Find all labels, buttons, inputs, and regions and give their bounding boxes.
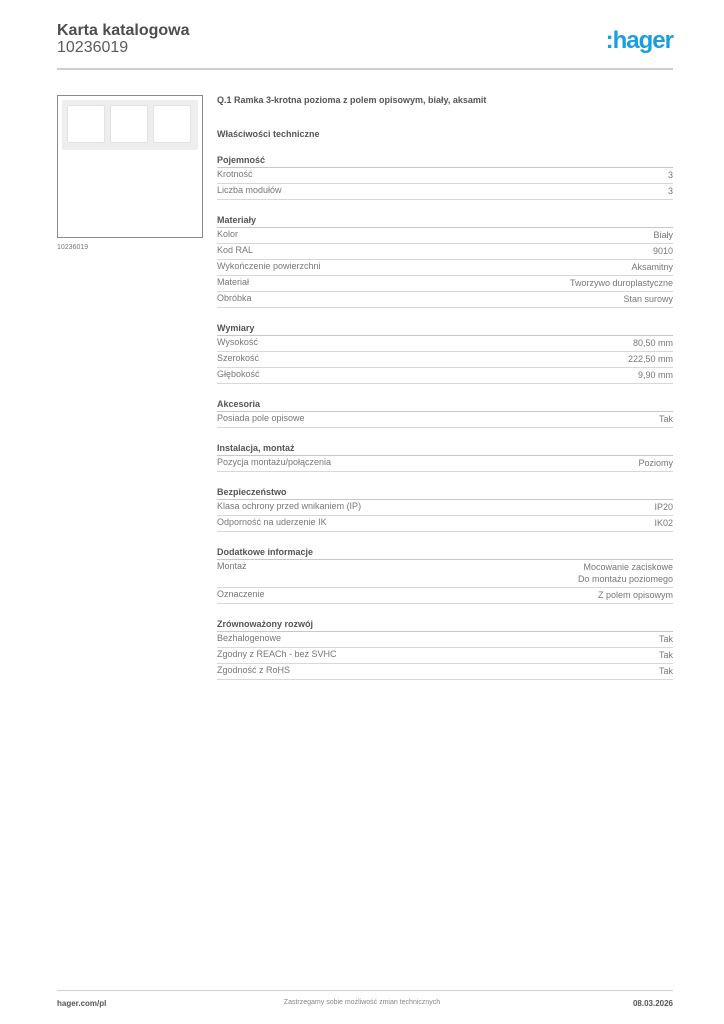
footer-website[interactable]: hager.com/pl [57,999,107,1008]
spec-value-line: IP20 [654,502,673,512]
footer-disclaimer: Zastrzegamy sobie możliwość zmian technicznych [283,999,441,1006]
page-header [57,20,673,70]
spec-value [668,185,673,197]
frame-illustration [62,100,198,150]
spec-row [217,276,673,292]
spec-row [217,632,673,648]
spec-row [217,456,673,472]
spec-value-line: Tak [658,414,673,424]
spec-label: Szerokość [217,353,260,363]
spec-value [659,665,673,677]
spec-value [633,337,673,349]
product-title: Q.1 Ramka 3-krotna pozioma z polem opisowym, biały, aksamit [217,95,487,105]
image-caption: 10236019 [57,244,89,251]
spec-label: Zgodność z RoHS [217,665,291,675]
spec-row [217,352,673,368]
spec-value-line: Tworzywo duroplastyczne [569,278,673,288]
spec-group-title: Pojemność [217,154,673,168]
header-divider [57,68,673,70]
spec-value-line: 222,50 mm [627,354,673,364]
spec-group [217,154,673,200]
spec-row [217,560,673,588]
spec-row [217,664,673,680]
spec-value [659,649,673,661]
spec-group-title: Akcesoria [217,398,673,412]
spec-label: Klasa ochrony przed wnikaniem (IP) [217,501,362,511]
spec-row [217,412,673,428]
spec-group [217,322,673,384]
spec-label: Zgodny z REACh - bez SVHC [217,649,337,659]
spec-row [217,336,673,352]
spec-value-line: 3 [667,186,673,196]
spec-row [217,588,673,604]
spec-content [217,94,673,680]
spec-value-line: Mocowanie zaciskowe [583,562,673,572]
spec-row [217,244,673,260]
spec-value-line: Aksamitny [631,262,673,272]
spec-value [653,229,673,241]
spec-value [623,293,673,305]
spec-value-line: Tak [658,634,673,644]
spec-group-title: Bezpieczeństwo [217,486,673,500]
spec-group-title: Instalacja, montaż [217,442,673,456]
spec-label: Bezhalogenowe [217,633,282,643]
spec-value-line: 9010 [652,246,673,256]
footer-date: 08.03.2026 [632,999,673,1008]
spec-label: Wykończenie powierzchni [217,261,321,271]
spec-row [217,228,673,244]
spec-label: Obróbka [217,293,252,303]
spec-value-line: Z polem opisowym [597,590,673,600]
spec-group [217,546,673,604]
spec-value [578,561,673,585]
spec-label: Odporność na uderzenie IK [217,517,327,527]
hager-logo: :hager [605,27,673,54]
spec-value [638,457,673,469]
spec-label: Głębokość [217,369,260,379]
spec-group-title: Zrównoważony rozwój [217,618,673,632]
spec-groups [217,154,673,680]
spec-label: Oznaczenie [217,589,265,599]
spec-label: Kolor [217,229,239,239]
spec-label: Krotność [217,169,253,179]
frame-slot [110,105,148,143]
spec-value-line: 3 [667,170,673,180]
spec-label: Materiał [217,277,250,287]
spec-value [628,353,673,365]
footer-divider [57,990,673,991]
spec-value [668,169,673,181]
spec-value-line: IK02 [654,518,673,528]
spec-value [654,517,673,529]
spec-group [217,442,673,472]
spec-label: Montaż [217,561,247,571]
spec-value-line: 80,50 mm [632,338,673,348]
spec-row [217,168,673,184]
spec-group-title: Dodatkowe informacje [217,546,673,560]
document-title: Karta katalogowa [57,22,190,39]
spec-value [653,245,673,257]
spec-row [217,184,673,200]
spec-value [638,369,673,381]
spec-label: Pozycja montażu/połączenia [217,457,332,467]
spec-group-title: Materiały [217,214,673,228]
spec-value-line: 9,90 mm [637,370,673,380]
spec-label: Liczba modułów [217,185,282,195]
spec-group [217,398,673,428]
spec-value-line: Tak [658,650,673,660]
spec-row [217,292,673,308]
spec-group [217,214,673,308]
spec-label: Posiada pole opisowe [217,413,305,423]
section-heading: Właściwości techniczne [217,129,320,139]
frame-slot [67,105,105,143]
spec-value [631,261,673,273]
spec-group [217,486,673,532]
spec-value-line: Stan surowy [623,294,673,304]
document-number: 10236019 [57,39,129,56]
spec-row [217,516,673,532]
spec-row [217,368,673,384]
spec-value [598,589,673,601]
spec-value [659,413,673,425]
spec-row [217,648,673,664]
spec-value-line: Do montażu poziomego [577,574,673,584]
spec-row [217,500,673,516]
product-image [57,95,203,238]
spec-group-title: Wymiary [217,322,673,336]
spec-value [570,277,673,289]
spec-row [217,260,673,276]
spec-value-line: Biały [653,230,673,240]
spec-label: Wysokość [217,337,258,347]
spec-value [659,633,673,645]
frame-slot [153,105,191,143]
spec-label: Kod RAL [217,245,254,255]
spec-value-line: Poziomy [638,458,673,468]
spec-group [217,618,673,680]
spec-value-line: Tak [658,666,673,676]
spec-value [654,501,673,513]
